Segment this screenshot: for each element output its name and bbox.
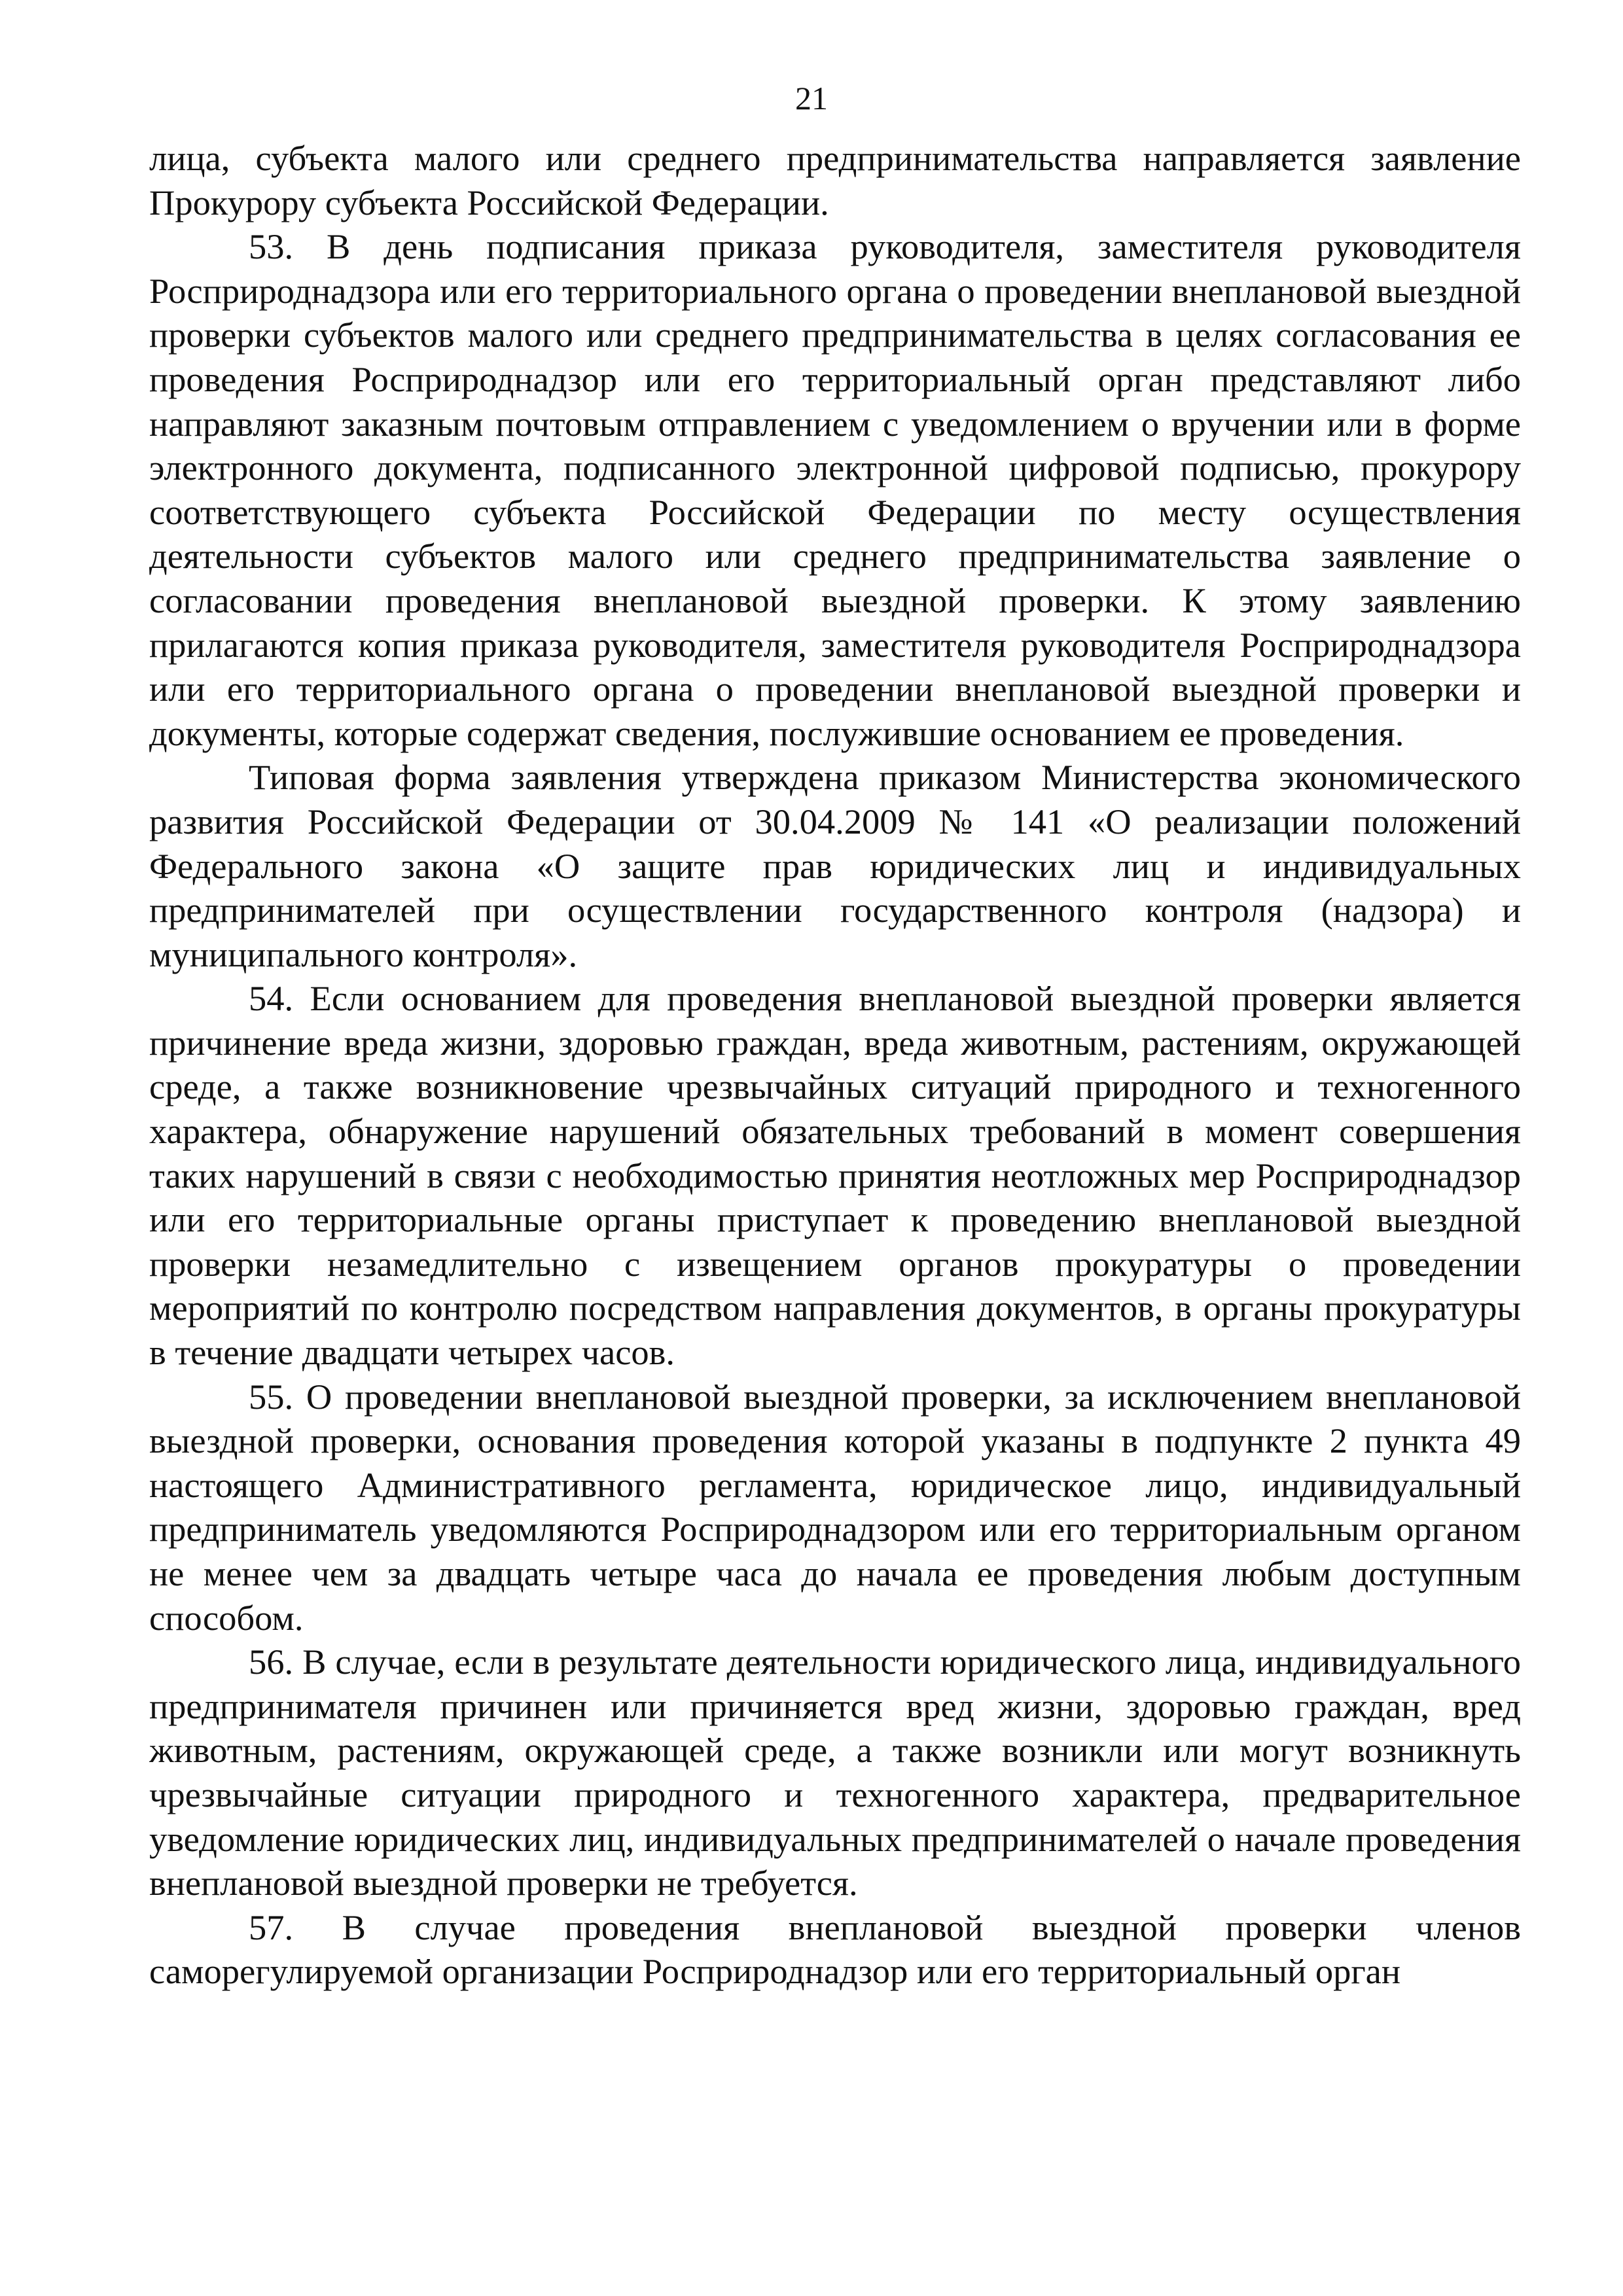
paragraph-item-55: 55. О проведении внеплановой выездной проверки, за исключением внеплановой выездной проверки, основания проведения которой указаны в подпункте 2 пункта 49 настоящего Административного регламента, юридическое лицо, индивидуальный предприниматель уведомляются Росприроднадзором или его территориальным органом не менее чем за двадцать четыре часа до начала ее проведения любым доступным способом. (149, 1376, 1521, 1638)
page-number: 21 (795, 80, 828, 116)
paragraph-form-note: Типовая форма заявления утверждена приказом Министерства экономического развития Российской Федерации от 30.04.2009 № 141 «О реализации положений Федерального закона «О защите прав юридических лиц и индивидуальных предпринимателей при осуществлении государственного контроля (надзора) и муниципального контроля». (149, 757, 1521, 974)
document-body (149, 136, 1521, 2217)
paragraph-item-57: 57. В случае проведения внеплановой выездной проверки членов саморегулируемой организации Росприроднадзор или его территориальный орган (149, 1907, 1521, 1992)
paragraph-item-56: 56. В случае, если в результате деятельности юридического лица, индивидуального предпринимателя причинен или причиняется вред жизни, здоровью граждан, вред животным, растениям, окружающей среде, а также возникли или могут возникнуть чрезвычайные ситуации природного и техногенного характера, предварительное уведомление юридических лиц, индивидуальных предпринимателей о начале проведения внеплановой выездной проверки не требуется. (149, 1642, 1521, 1903)
paragraph-continuation: лица, субъекта малого или среднего предпринимательства направляется заявление Прокурору субъекта Российской Федерации. (149, 138, 1521, 222)
paragraph-item-53: 53. В день подписания приказа руководителя, заместителя руководителя Росприроднадзора или его территориального органа о проведении внеплановой выездной проверки субъектов малого или среднего предпринимательства в целях согласования ее проведения Росприроднадзор или его территориальный орган представляют либо направляют заказным почтовым отправлением с уведомлением о вручении или в форме электронного документа, подписанного электронной цифровой подписью, прокурору соответствующего субъекта Российской Федерации по месту осуществления деятельности субъектов малого или среднего предпринимательства заявление о согласовании проведения внеплановой выездной проверки. К этому заявлению прилагаются копия приказа руководителя, заместителя руководителя Росприроднадзора или его территориального органа о проведении внеплановой выездной проверки и документы, которые содержат сведения, послужившие основанием ее проведения. (149, 226, 1521, 753)
paragraph-item-54: 54. Если основанием для проведения внеплановой выездной проверки является причинение вреда жизни, здоровью граждан, вреда животным, растениям, окружающей среде, а также возникновение чрезвычайных ситуаций природного и техногенного характера, обнаружение нарушений обязательных требований в момент совершения таких нарушений в связи с необходимостью принятия неотложных мер Росприроднадзор или его территориальные органы приступает к проведению внеплановой выездной проверки незамедлительно с извещением органов прокуратуры о проведении мероприятий по контролю посредством направления документов, в органы прокуратуры в течение двадцати четырех часов. (149, 978, 1521, 1373)
